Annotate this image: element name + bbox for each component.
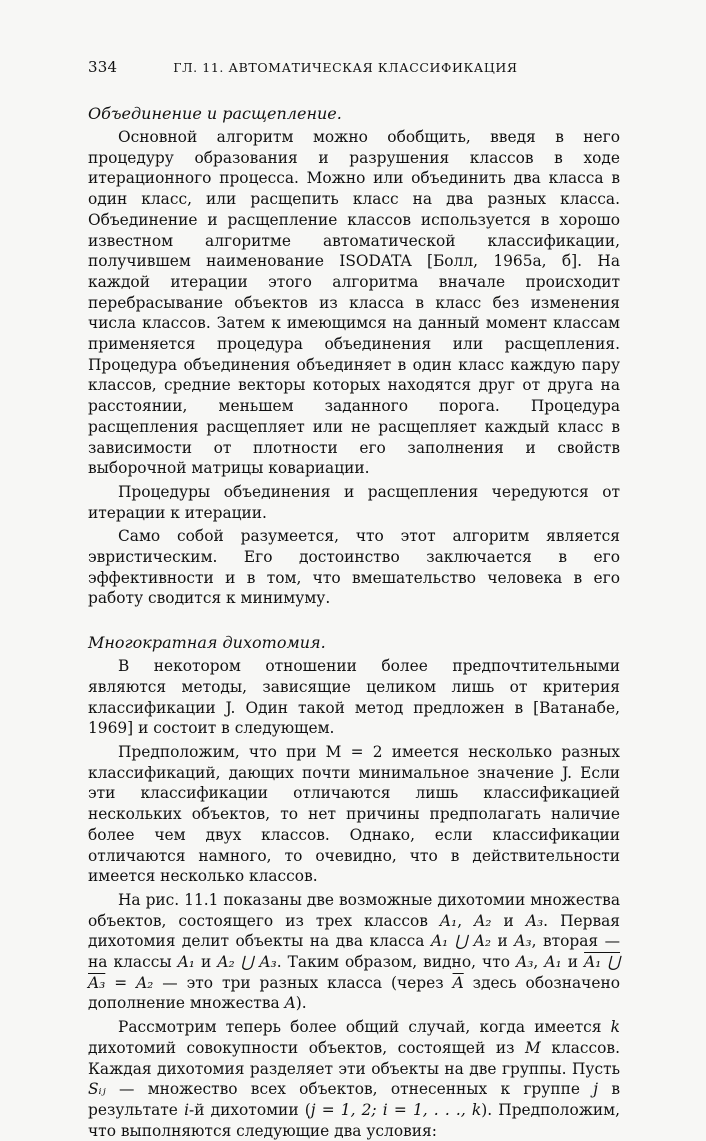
paragraph-figure-11-1: На рис. 11.1 показаны две возможные дихотомии множества объектов, состоящего из трех классов A₁, A₂ и A₃. Первая дихотомия делит объекты на два класса A₁ ⋃ A₂ и A₃, вторая — на классы A₁ и A₂ ⋃ A₃. Таким образом, видно, что A₃, A₁ и A₁ ⋃ A₃ = A₂ — это три разных класса (через $\overline{A}$ здесь обозначено дополнение множества A). [88, 890, 621, 1013]
running-head [88, 58, 620, 76]
section-heading-dichotomy: Многократная дихотомия. [88, 633, 326, 653]
paragraph: В некотором отношении более предпочтительными являются методы, зависящие целиком лишь от критерия классификации J. Один такой метод предложен в [Ватанабе, 1969] и состоит в следующем. [88, 657, 620, 738]
paragraph: Основной алгоритм можно обобщить, введя в него процедуру образования и разрушения классов в ходе итерационного процесса. Можно или объединить два класса в один класс, или расщепить класс на два разных класса. Объединение и расщепление классов используется в хорошо известном алгоритме автоматической классификации, получившем наименование ISODATA [Болл, 1965а, б]. На каждой итерации этого алгоритма вначале происходит перебрасывание объектов из класса в класс без изменения числа классов. Затем к имеющимся на данный момент классам применяется процедура объединения или расщепления. Процедура объединения объединяет в один класс каждую пару классов, средние векторы которых находятся друг от друга на расстоянии, меньшем заданного порога. Процедура расщепления расщепляет или не расщепляет каждый класс в зависимости от плотности его заполнения и свойств выборочной матрицы ковариации. [88, 128, 620, 478]
page-number: 334 [88, 58, 118, 76]
chapter-title: ГЛ. 11. АВТОМАТИЧЕСКАЯ КЛАССИФИКАЦИЯ [173, 60, 518, 75]
paragraph: Предположим, что при M = 2 имеется несколько разных классификаций, дающих почти минимальное значение J. Если эти классификации отличаются лишь классификацией нескольких объектов, то нет причины предполагать наличие более чем двух классов. Однако, если классификации отличаются намного, то очевидно, что в действительности имеется несколько классов. [88, 742, 620, 886]
paragraph: Процедуры объединения и расщепления чередуются от итерации к итерации. [88, 482, 620, 522]
paragraph: Само собой разумеется, что этот алгоритм является эвристическим. Его достоинство заключается в его эффективности и в том, что вмешательство человека в его работу сводится к минимуму. [88, 527, 620, 608]
section-heading-merge-split: Объединение и расщепление. [88, 104, 342, 123]
paragraph-general-case: Рассмотрим теперь более общий случай, когда имеется k дихотомий совокупности объектов, состоящей из M классов. Каждая дихотомия разделяет эти объекты на две группы. Пусть Sᵢⱼ — множество всех объектов, отнесенных к группе j в результате i-й дихотомии (j = 1, 2; i = 1, . . ., k). Предположим, что выполняются следующие два условия: [88, 1018, 620, 1140]
